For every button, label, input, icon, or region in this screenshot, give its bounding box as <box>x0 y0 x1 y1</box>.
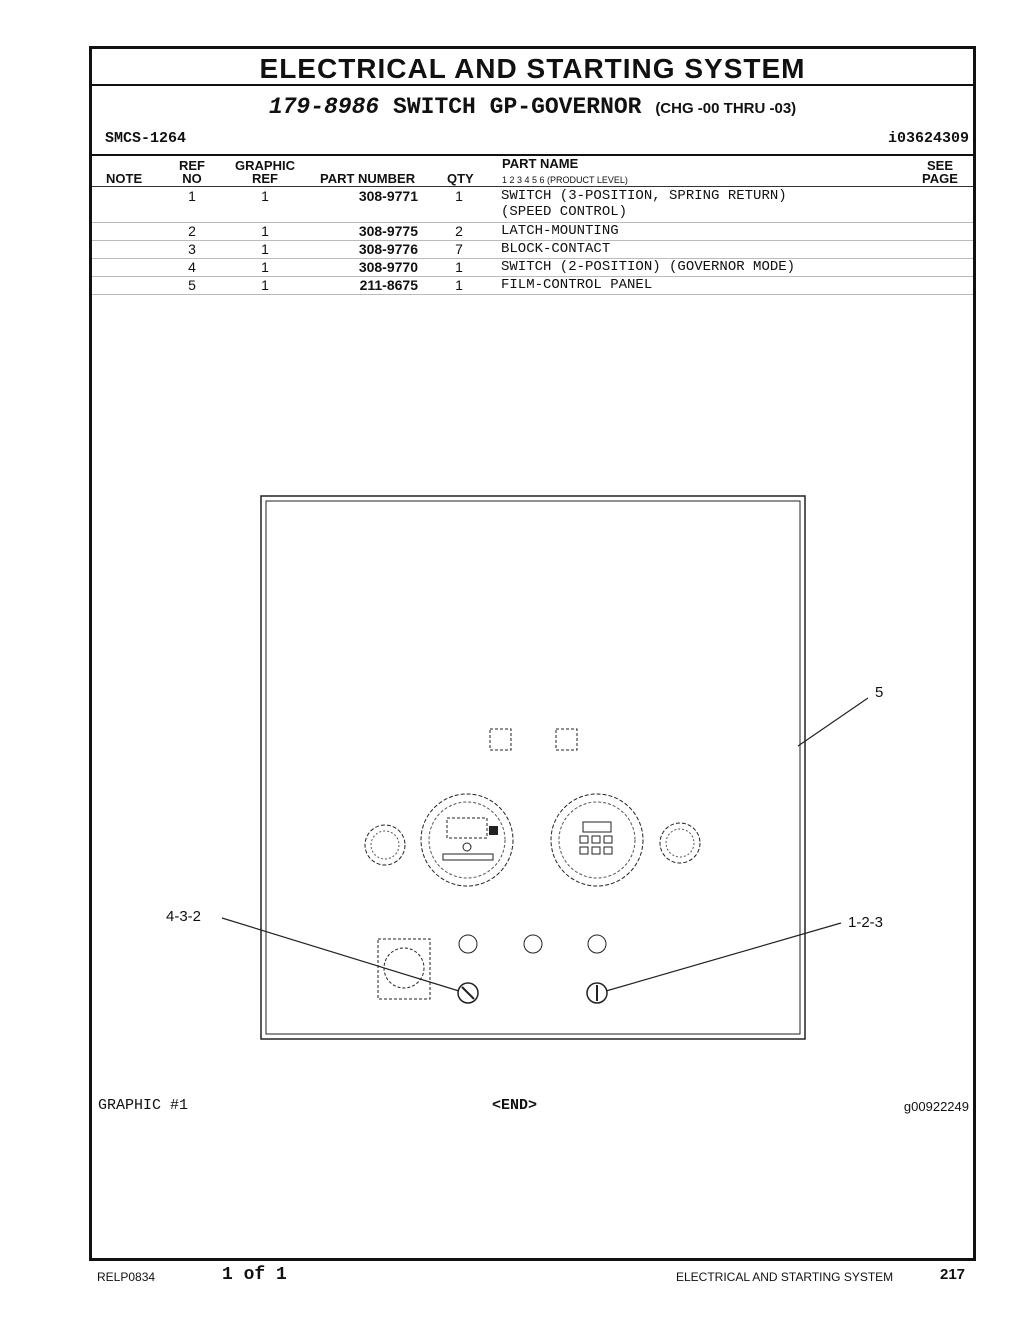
right-display-module <box>551 794 643 886</box>
upper-switch-cutout-right <box>556 729 577 750</box>
governor-mode-switch-lever <box>462 987 474 999</box>
col-note: NOTE <box>106 171 143 186</box>
graphic-id: g00922249 <box>903 1099 969 1114</box>
keypad-key <box>580 847 588 854</box>
callout-leader-governor-switch <box>222 918 459 991</box>
row-part-number: 211-8675 <box>359 277 418 293</box>
row-ref-no: 4 <box>188 259 196 275</box>
row-part-name: LATCH-MOUNTING <box>501 223 619 239</box>
page-of-count: 1 of 1 <box>222 1265 287 1285</box>
smcs-code: SMCS-1264 <box>105 130 187 147</box>
col-part-name: PART NAME <box>502 156 579 171</box>
left-display-label <box>443 854 493 860</box>
graphic-label: GRAPHIC #1 <box>98 1097 189 1114</box>
col-ref-no-line2: NO <box>182 171 202 186</box>
page-title: ELECTRICAL AND STARTING SYSTEM <box>92 51 973 86</box>
left-display-inner-ring <box>429 802 505 878</box>
row-graphic-ref: 1 <box>261 277 269 293</box>
control-panel-inner-outline <box>266 501 800 1034</box>
document-id: i03624309 <box>887 130 969 147</box>
row-ref-no: 1 <box>188 188 196 204</box>
left-small-gauge-inner <box>371 831 399 859</box>
row-part-number: 308-9771 <box>358 188 418 204</box>
row-ref-no: 2 <box>188 223 196 239</box>
row-part-name: FILM-CONTROL PANEL <box>501 277 653 293</box>
indicator-lamp <box>588 935 606 953</box>
page-number: 217 <box>940 1266 966 1283</box>
right-display-inner-ring <box>559 802 635 878</box>
row-qty: 1 <box>455 259 463 275</box>
col-qty: QTY <box>447 171 474 186</box>
row-graphic-ref: 1 <box>261 241 269 257</box>
left-display-screen <box>447 818 487 838</box>
col-graphic-ref-line1: GRAPHIC <box>235 158 295 173</box>
change-range: (CHG -00 THRU -03) <box>655 100 797 117</box>
callout-speed-switch: 1-2-3 <box>848 914 884 931</box>
row-qty: 1 <box>455 277 463 293</box>
col-part-number: PART NUMBER <box>320 171 416 186</box>
row-part-name: SWITCH (2-POSITION) (GOVERNOR MODE) <box>501 259 796 275</box>
upper-switch-cutout-left <box>490 729 511 750</box>
left-display-indicator <box>489 826 498 835</box>
col-ref-no-line1: REF <box>179 158 205 173</box>
assembly-part-title: SWITCH GP-GOVERNOR <box>393 94 642 120</box>
keypad-key <box>592 836 600 843</box>
right-small-gauge-inner <box>666 829 694 857</box>
row-part-name: SWITCH (3-POSITION, SPRING RETURN) (SPEED CONTROL) <box>501 188 787 220</box>
lower-cutout-ring <box>384 948 424 988</box>
col-see-page-line2: PAGE <box>922 171 958 186</box>
callout-governor-switch: 4-3-2 <box>166 908 202 925</box>
keypad-key <box>604 847 612 854</box>
row-qty: 2 <box>455 223 463 239</box>
left-display-module <box>421 794 513 886</box>
col-see-page-line1: SEE <box>926 158 953 173</box>
row-graphic-ref: 1 <box>261 223 269 239</box>
keypad-key <box>604 836 612 843</box>
row-graphic-ref: 1 <box>261 259 269 275</box>
row-part-number: 308-9775 <box>358 223 418 239</box>
indicator-lamp <box>524 935 542 953</box>
assembly-part-number: 179-8986 <box>268 94 380 120</box>
left-display-button <box>463 843 471 851</box>
callout-panel: 5 <box>875 684 884 701</box>
row-part-number: 308-9776 <box>358 241 418 257</box>
row-part-number: 308-9770 <box>358 259 418 275</box>
publication-number: RELP0834 <box>97 1270 156 1284</box>
keypad-key <box>580 836 588 843</box>
right-display-screen <box>583 822 611 832</box>
col-graphic-ref-line2: REF <box>252 171 278 186</box>
row-qty: 7 <box>455 241 463 257</box>
footer-section: ELECTRICAL AND STARTING SYSTEM <box>676 1270 894 1284</box>
row-qty: 1 <box>455 188 463 204</box>
product-level-scale: 1 2 3 4 5 6 (PRODUCT LEVEL) <box>502 175 628 185</box>
keypad-key <box>592 847 600 854</box>
row-part-name: BLOCK-CONTACT <box>501 241 611 257</box>
row-graphic-ref: 1 <box>261 188 269 204</box>
row-ref-no: 3 <box>188 241 196 257</box>
end-marker: <END> <box>492 1097 538 1114</box>
callout-leader-panel <box>798 698 868 746</box>
indicator-lamp <box>459 935 477 953</box>
row-ref-no: 5 <box>188 277 196 293</box>
